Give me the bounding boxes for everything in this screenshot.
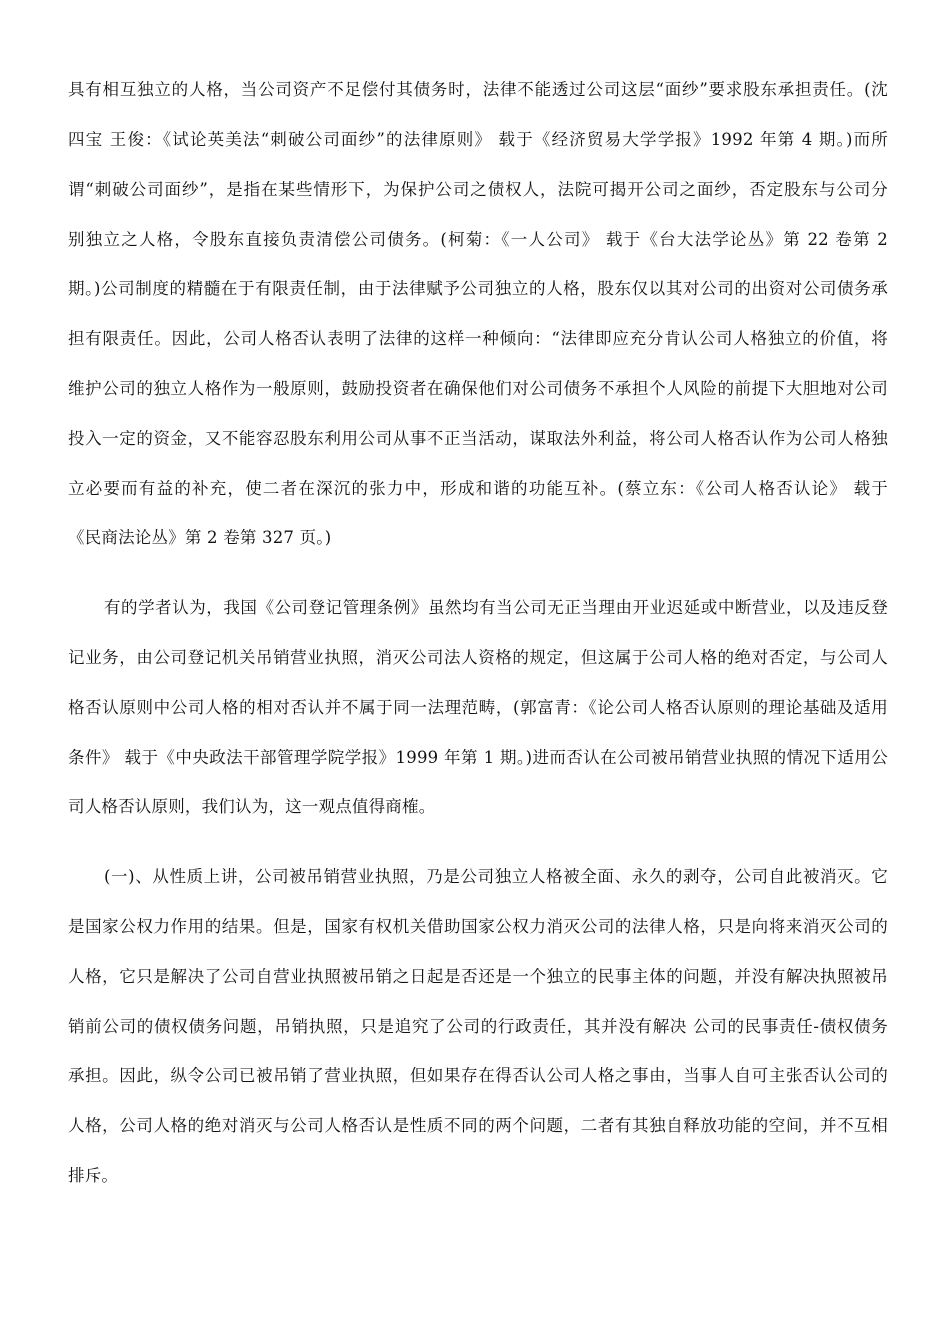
paragraph-line: 销前公司的债权债务问题，吊销执照，只是追究了公司的行政责任，其并没有解决 公司的民事责任-债权债务: [68, 1017, 888, 1036]
paragraph-line: (一)、从性质上讲，公司被吊销营业执照，乃是公司独立人格被全面、永久的剥夺，公司自此被消灭。它: [104, 867, 888, 886]
paragraph-line: 承担。因此，纵令公司已被吊销了营业执照，但如果存在得否认公司人格之事由，当事人自可主张否认公司的: [68, 1066, 888, 1085]
paragraph-line: 人格，它只是解决了公司自营业执照被吊销之日起是否还是一个独立的民事主体的问题，并没有解决执照被吊: [68, 967, 888, 986]
paragraph-line: 格否认原则中公司人格的相对否认并不属于同一法理范畴，(郭富青：《论公司人格否认原则的理论基础及适用: [68, 698, 888, 717]
paragraph-line: 谓“刺破公司面纱”，是指在某些情形下，为保护公司之债权人，法院可揭开公司之面纱，否定股东与公司分: [68, 180, 888, 199]
paragraph-line: 期。)公司制度的精髓在于有限责任制，由于法律赋予公司独立的人格，股东仅以其对公司的出资对公司债务承: [68, 279, 888, 298]
paragraph-line: 是国家公权力作用的结果。但是，国家有权机关借助国家公权力消灭公司的法律人格，只是向将来消灭公司的: [68, 917, 888, 936]
paragraph-line: 人格，公司人格的绝对消灭与公司人格否认是性质不同的两个问题，二者有其独自释放功能的空间，并不互相: [68, 1116, 888, 1135]
paragraph-line: 投入一定的资金，又不能容忍股东利用公司从事不正当活动，谋取法外利益，将公司人格否认作为公司人格独: [68, 429, 888, 448]
paragraph-line: 司人格否认原则，我们认为，这一观点值得商榷。: [68, 797, 436, 816]
paragraph-line: 立必要而有益的补充，使二者在深沉的张力中，形成和谐的功能互补。(蔡立东：《公司人格否认论》 载于: [68, 479, 888, 498]
paragraph-line: 别独立之人格，令股东直接负责清偿公司债务。(柯菊：《一人公司》 载于《台大法学论丛》第 22 卷第 2: [68, 230, 888, 249]
paragraph-line: 《民商法论丛》第 2 卷第 327 页。): [68, 528, 332, 547]
paragraph-line: 维护公司的独立人格作为一般原则，鼓励投资者在确保他们对公司债务不承担个人风险的前提下大胆地对公司: [68, 379, 888, 398]
paragraph-line: 记业务，由公司登记机关吊销营业执照，消灭公司法人资格的规定，但这属于公司人格的绝对否定，与公司人: [68, 648, 888, 667]
paragraph-line: 排斥。: [68, 1166, 119, 1185]
paragraph-line: 条件》 载于《中央政法干部管理学院学报》1999 年第 1 期。)进而否认在公司被吊销营业执照的情况下适用公: [68, 748, 888, 767]
paragraph-line: 担有限责任。因此，公司人格否认表明了法律的这样一种倾向：“法律即应充分肯认公司人格独立的价值，将: [68, 329, 888, 348]
paragraph-line: 有的学者认为，我国《公司登记管理条例》虽然均有当公司无正当理由开业迟延或中断营业，以及违反登: [104, 598, 888, 617]
paragraph-line: 四宝 王俊：《试论英美法“刺破公司面纱”的法律原则》 载于《经济贸易大学学报》1992 年第 4 期。)而所: [68, 130, 888, 149]
paragraph-line: 具有相互独立的人格，当公司资产不足偿付其债务时，法律不能透过公司这层“面纱”要求股东承担责任。(沈: [68, 80, 888, 99]
